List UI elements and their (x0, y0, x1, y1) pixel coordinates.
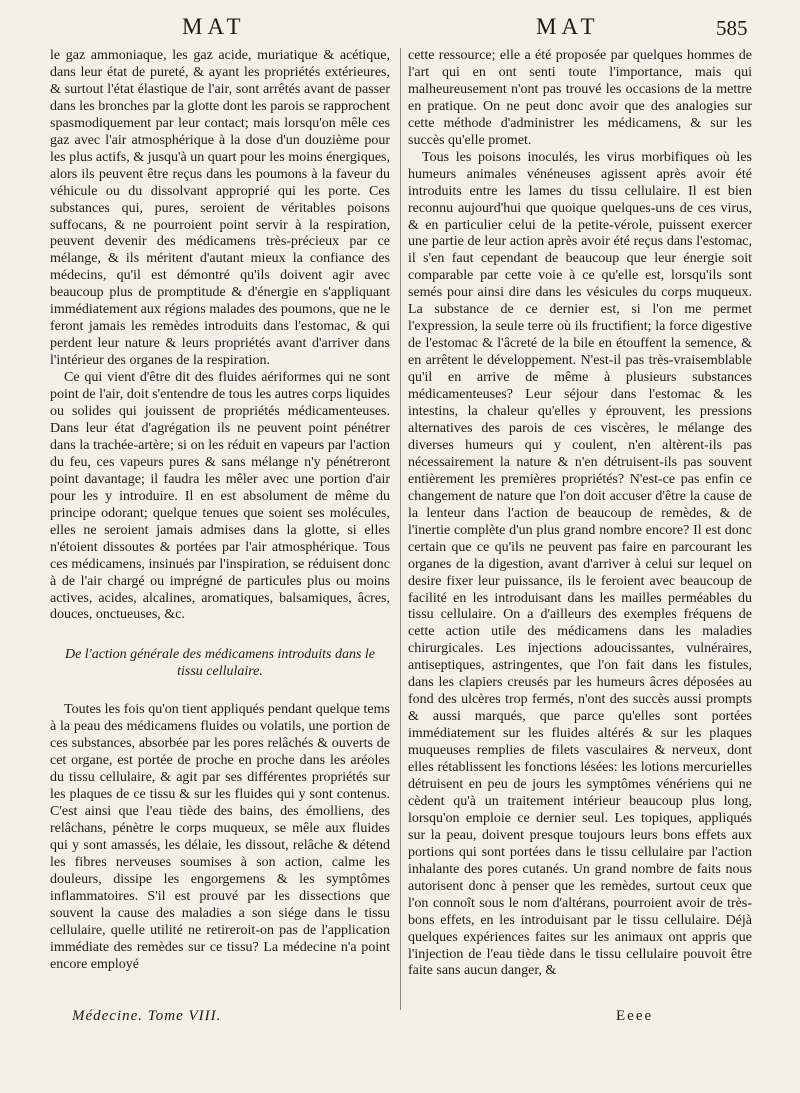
paragraph: le gaz ammoniaque, les gaz acide, muriatique & acétique, dans leur état de pureté, & ayant les propriétés extérieures, & surtout l'état élastique de l'air, sont arrêtés avant de passer dans les bronches par la glotte dont les parois se rapprochent spasmodiquement par leur contact; mais lorsqu'on mêle ces gaz avec l'air atmosphérique à la dose d'un douzième pour les plus actifs, & jusqu'à un quart pour les moins énergiques, alors ils peuvent être reçus dans les poumons à la faveur du véhicule ou du dissolvant approprié qui les porte. Ces substances qui, pures, seroient de véritables poisons suffocans, & ne pourroient point servir à la respiration, peuvent devenir des médicamens très-précieux par ce mélange, & ils méritent d'autant mieux la confiance des médecins, qu'il est démontré qu'ils doivent agir avec beaucoup plus de promptitude & d'énergie en s'appliquant immédiatement aux régions malades des poumons, que ne le feront jamais les remèdes introduits dans l'estomac, & qui perdent leur nature & leurs propriétés avant d'arriver dans l'intérieur des organes de la respiration. (50, 48, 390, 369)
running-head-left: MAT (182, 14, 246, 39)
column-divider (400, 48, 401, 1010)
page-header (0, 0, 800, 44)
page-footer (0, 1008, 800, 1038)
signature-mark: Eeee (616, 1008, 654, 1024)
paragraph: Toutes les fois qu'on tient appliqués pendant quelque tems à la peau des médicamens fluides ou volatils, une portion de ces substances, absorbée par les pores relâchés & ouverts de cet organe, est portée de proche en proche dans les aréoles du tissu cellulaire, & agit par ses différentes propriétés sur les plaques de ce tissu & sur les fluides qui y sont contenus. C'est ainsi que l'eau tiède des bains, des émolliens, des relâchans, pénètre le corps muqueux, se mêle aux fluides qui y sont amassés, les délaie, les dissout, relâche & détend les fibres nerveuses soumises à son action, calme les douleurs, dissipe les engorgemens & les symptômes inflammatoires. S'il est prouvé par les dissections que souvent la cause des maladies a son siége dans le tissu cellulaire, quelle utilité ne retireroit-on pas de l'application immédiate des remèdes sur ce tissu? La médecine n'a point encore employé (50, 702, 390, 972)
left-column (50, 48, 390, 1012)
running-head-right: MAT (536, 14, 600, 39)
paragraph: Ce qui vient d'être dit des fluides aériformes qui ne sont point de l'air, doit s'entendre de tous les autres corps liquides ou solides qui jouissent de propriétés médicamenteuses. Dans leur état d'agrégation ils ne peuvent point pénétrer dans la trachée-artère; si on les réduit en vapeurs par l'action du feu, ces vapeurs pures & sans mélange n'y pénétreront point davantage; il faudra les mêler avec une portion d'air pour les y introduire. Il en est absolument de même du principe odorant; quelque tenues que soient ses molécules, elles ne seroient jamais admises dans la glotte, si elles n'étoient dissoutes & portées par l'air atmosphérique. Tous ces médicamens, insinués par l'inspiration, se réduisent donc à de l'air chargé ou imprégné de particules plus ou moins actives, acides, alcalines, aromatiques, balsamiques, âcres, douces, onctueuses, &c. (50, 370, 390, 623)
page-number: 585 (716, 16, 748, 40)
paragraph: cette ressource; elle a été proposée par quelques hommes de l'art qui en ont senti toute l'importance, mais qui malheureusement n'ont pas trouvé les occasions de la mettre en pratique. On ne peut donc avoir que des analogies sur cette méthode d'administrer les médicamens, & sur les succès qu'elle promet. (408, 48, 752, 148)
volume-signature: Médecine. Tome VIII. (72, 1008, 222, 1024)
right-column (408, 48, 752, 1012)
section-title: De l'action générale des médicamens introduits dans le tissu cellulaire. (64, 647, 376, 680)
paragraph: Tous les poisons inoculés, les virus morbifiques où les humeurs animales vénéneuses agissent après avoir été introduits entre les lames du tissu cellulaire. Il est bien reconnu aujourd'hui que quoique quelques-uns de ces virus, & en particulier celui de la petite-vérole, puissent exercer une partie de leur action après avoir été reçus dans l'estomac, il s'en faut cependant de beaucoup que leur énergie soit comparable par cette voie à ce qu'elle est, lorsqu'ils sont semés pour ainsi dire dans les vésicules du corps muqueux. La substance de ce dernier est, si l'on me permet l'expression, la seule terre où ils fructifient; la force digestive de l'estomac & l'âcreté de la bile en étouffent la semence, & en arrêtent le développement. N'est-il pas très-vraisemblable qu'il en arrive de même à plusieurs substances médicamenteuses? Leur séjour dans l'estomac & les intestins, la chaleur qu'elles y éprouvent, les pressions alternatives des parois de ces viscères, le mélange des diverses humeurs qui y coulent, n'en altèrent-ils pas nécessairement la nature & n'en détruisent-ils pas souvent entièrement les premières propriétés? N'est-ce pas enfin ce changement de nature que l'on doit accuser d'être la cause de la lenteur dans l'action de beaucoup de remèdes, & de l'inertie complète d'un plus grand nombre encore? Il est donc certain que ce qu'ils ne peuvent pas faire en parcourant les organes de la digestion, avant d'arriver à celui sur lequel on desire fixer leur puissance, ils le feroient avec beaucoup de facilité en les introduisant dans les mailles perméables du tissu cellulaire. On a d'ailleurs des exemples fréquens de cette action utile des médicamens dans les maladies chirurgicales. Les injections adoucissantes, vulnéraires, antiseptiques, astringentes, que l'on fait dans les fistules, dans les clapiers creusés par les humeurs âcres déposées au fond des ulcères trop fermés, n'ont des succès aussi prompts & aussi marqués, que parce qu'elles sont portées immédiatement sur les fluides altérés & sur les plaques muqueuses remplies de filets vasculaires & nerveux, dont elles rétablissent les fonctions lésées: les lotions mercurielles détruisent en peu de jours les symptômes vénériens qui ne cèdent qu'à un traitement intérieur beaucoup plus long, lorsqu'on emploie ce dernier seul. Les topiques, appliqués sur la peau, doivent presque toujours leurs bons effets aux portions qui sont portées dans le tissu cellulaire par l'action inhalante des pores cutanés. Un grand nombre de faits nous autorisent donc à penser que les remèdes, surtout ceux que l'on connoît sous le nom d'altérans, pourroient avoir de très-bons effets, en les introduisant par le tissu cellulaire. Déjà quelques expériences faites sur les animaux ont appris que l'injection de l'eau tiède dans le tissu cellulaire pouvoit être faite sans aucun danger, & (408, 149, 752, 979)
